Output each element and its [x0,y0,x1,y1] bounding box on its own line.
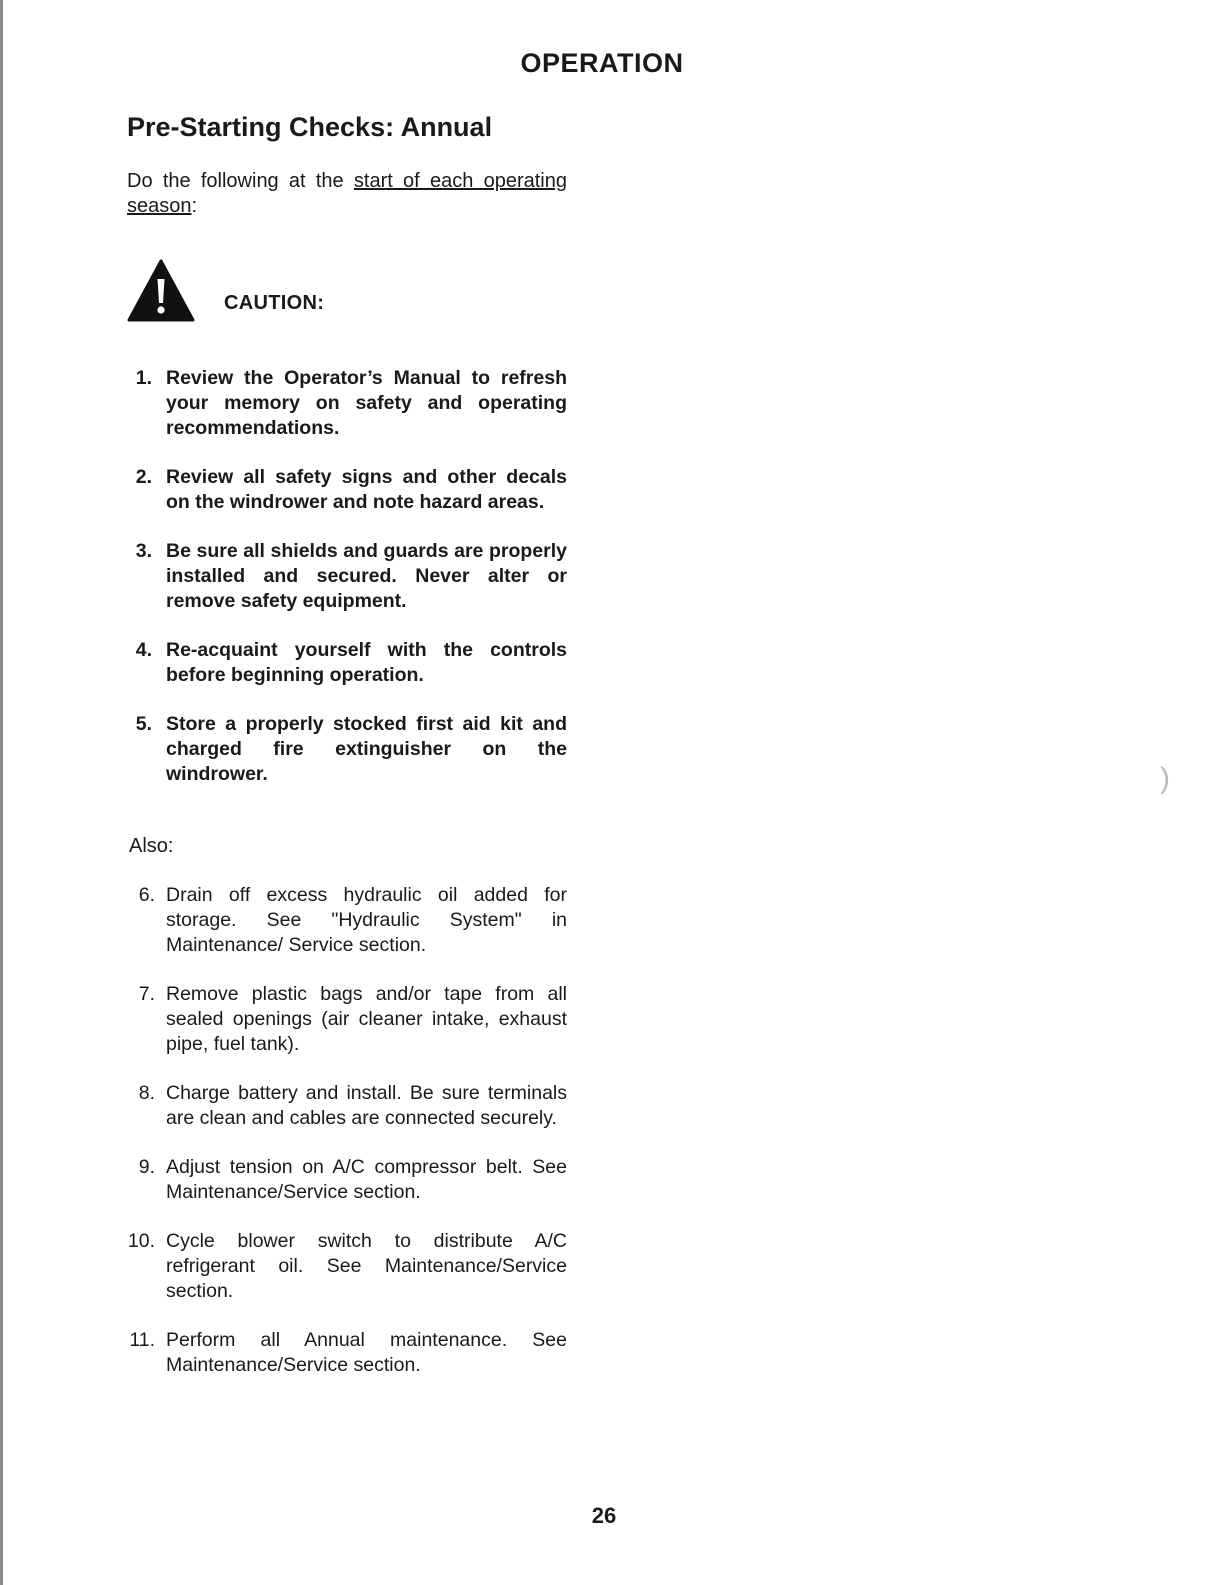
item-number: 11. [129,1329,155,1351]
item-text: Re-acquaint yourself with the controls before beginning operation. [166,639,567,686]
list-item [127,1328,567,1378]
list-item [127,638,567,688]
warning-triangle-icon [127,259,195,322]
also-label: Also: [129,835,174,857]
item-number: 5. [135,713,152,735]
item-number: 6. [138,884,155,906]
item-number: 9. [138,1156,155,1178]
intro-text: Do the following at the [127,170,354,192]
list-item [127,1155,567,1205]
item-text: Review the Operator’s Manual to refresh your memory on safety and operating recommendations. [166,367,567,439]
item-text: Adjust tension on A/C compressor belt. See Maintenance/Service section. [166,1156,567,1203]
item-number: 1. [135,367,152,389]
caution-label: CAUTION: [224,292,325,314]
item-number: 7. [138,983,155,1005]
intro-underlined-text: start of each operating season [127,170,567,217]
list-item [127,712,567,787]
page-title: Pre-Starting Checks: Annual [127,112,493,142]
item-number: 10. [127,1230,155,1252]
list-item [127,366,567,441]
item-text: Perform all Annual maintenance. See Maintenance/Service section. [166,1329,567,1376]
also-list [127,883,567,1402]
intro-colon: : [191,195,198,217]
intro-paragraph [127,169,567,219]
item-text: Remove plastic bags and/or tape from all sealed openings (air cleaner intake, exhaust pipe, fuel tank). [166,983,567,1055]
scan-edge [0,0,3,1585]
list-item [127,883,567,958]
caution-list [127,366,567,811]
item-text: Store a properly stocked first aid kit and charged fire extinguisher on the windrower. [166,713,567,785]
item-text: Drain off excess hydraulic oil added for storage. See "Hydraulic System" in Maintenance/ Service section. [166,884,567,956]
scan-artifact-mark: ) [1160,762,1170,795]
list-item [127,539,567,614]
item-number: 3. [135,540,152,562]
list-item [127,465,567,515]
item-text: Be sure all shields and guards are properly installed and secured. Never alter or remove safety equipment. [166,540,567,612]
item-number: 4. [135,639,152,661]
item-text: Charge battery and install. Be sure terminals are clean and cables are connected securely. [166,1082,567,1129]
item-number: 2. [135,466,152,488]
list-item [127,1229,567,1304]
item-number: 8. [138,1082,155,1104]
item-text: Cycle blower switch to distribute A/C refrigerant oil. See Maintenance/Service section. [166,1230,567,1302]
item-text: Review all safety signs and other decals on the windrower and note hazard areas. [166,466,567,513]
section-header: OPERATION [520,48,684,78]
page-number: 26 [591,1503,617,1528]
list-item [127,982,567,1057]
list-item [127,1081,567,1131]
